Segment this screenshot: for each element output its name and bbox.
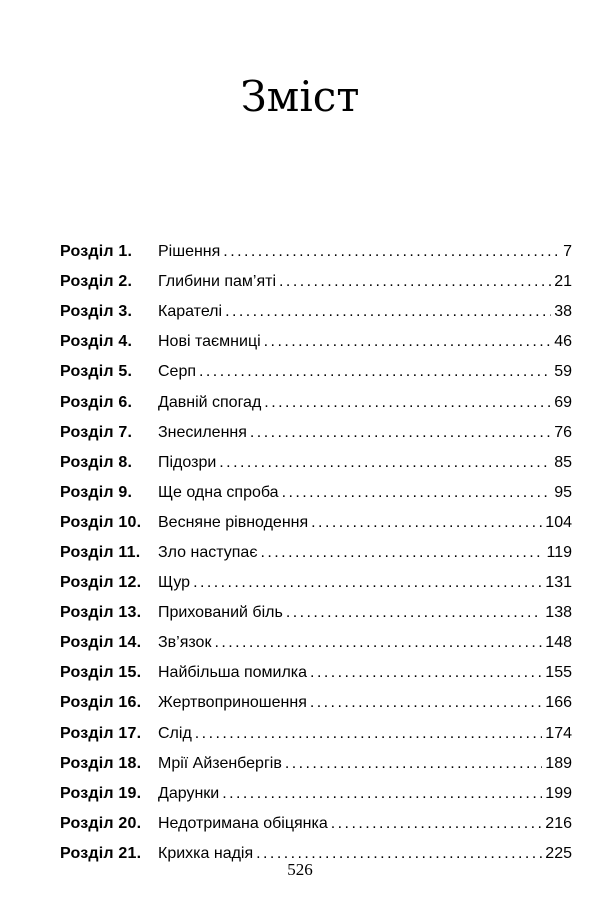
chapter-label: Розділ 7. — [60, 423, 133, 441]
toc-row — [60, 719, 572, 749]
dot-leader — [279, 273, 551, 291]
chapter-page-number: 189 — [545, 754, 572, 772]
toc-row — [60, 478, 572, 508]
toc-row — [60, 297, 572, 327]
chapter-title: Серп — [158, 363, 197, 381]
toc-row — [60, 779, 572, 809]
chapter-title: Слід — [158, 724, 192, 742]
dot-leader — [225, 303, 551, 321]
chapter-page-number: 225 — [545, 844, 572, 862]
chapter-page-number: 155 — [545, 664, 572, 682]
chapter-page-number: 199 — [545, 784, 572, 802]
page-title: Зміст — [240, 72, 360, 121]
chapter-label: Розділ 2. — [60, 273, 133, 291]
toc-row — [60, 538, 572, 568]
chapter-title: Щур — [158, 574, 191, 592]
toc-row — [60, 688, 572, 718]
dot-leader — [264, 333, 552, 351]
toc-row — [60, 658, 572, 688]
chapter-label: Розділ 10. — [60, 513, 142, 531]
chapter-title: Дарунки — [158, 784, 220, 802]
chapter-title: Жертвоприношення — [158, 694, 307, 712]
chapter-title: Мрії Айзенбергів — [158, 754, 282, 772]
chapter-page-number: 119 — [546, 543, 572, 561]
dot-leader — [250, 424, 551, 442]
dot-leader — [286, 604, 542, 622]
chapter-page-number: 95 — [554, 483, 572, 501]
chapter-title: Карателі — [158, 303, 223, 321]
dot-leader — [310, 664, 542, 682]
chapter-label: Розділ 5. — [60, 363, 133, 381]
toc-row — [60, 267, 572, 297]
chapter-page-number: 131 — [545, 574, 572, 592]
chapter-title: Прихований біль — [158, 604, 283, 622]
dot-leader — [331, 815, 543, 833]
chapter-label: Розділ 18. — [60, 754, 142, 772]
chapter-page-number: 7 — [563, 243, 572, 261]
dot-leader — [199, 363, 551, 381]
dot-leader — [311, 514, 542, 532]
chapter-title: Рішення — [158, 243, 221, 261]
dot-leader — [214, 634, 542, 652]
chapter-label: Розділ 20. — [60, 814, 142, 832]
chapter-title: Ще одна спроба — [158, 483, 279, 501]
chapter-page-number: 138 — [545, 604, 572, 622]
chapter-title: Глибини пам’яті — [158, 273, 277, 291]
toc-row — [60, 387, 572, 417]
toc-row — [60, 357, 572, 387]
chapter-label: Розділ 12. — [60, 574, 142, 592]
toc-row — [60, 418, 572, 448]
chapter-page-number: 46 — [554, 333, 572, 351]
chapter-page-number: 216 — [545, 814, 572, 832]
chapter-title: Нові таємниці — [158, 333, 261, 351]
toc-row — [60, 568, 572, 598]
chapter-label: Розділ 14. — [60, 634, 142, 652]
chapter-title: Зв’язок — [158, 634, 212, 652]
toc-row — [60, 237, 572, 267]
chapter-title: Давній спогад — [158, 393, 262, 411]
chapter-page-number: 104 — [545, 513, 572, 531]
chapter-label: Розділ 1. — [60, 243, 133, 261]
toc-row — [60, 327, 572, 357]
chapter-title: Весняне рівнодення — [158, 513, 309, 531]
chapter-label: Розділ 11. — [60, 543, 141, 561]
chapter-title: Знесилення — [158, 423, 247, 441]
chapter-page-number: 148 — [545, 634, 572, 652]
chapter-label: Розділ 13. — [60, 604, 142, 622]
dot-leader — [195, 725, 543, 743]
chapter-title: Недотримана обіцянка — [158, 814, 328, 832]
chapter-title: Найбільша помилка — [158, 664, 308, 682]
dot-leader — [193, 574, 542, 592]
chapter-label: Розділ 19. — [60, 784, 142, 802]
dot-leader — [285, 755, 542, 773]
dot-leader — [219, 454, 551, 472]
chapter-label: Розділ 9. — [60, 483, 133, 501]
chapter-page-number: 174 — [545, 724, 572, 742]
dot-leader — [222, 785, 542, 803]
chapter-label: Розділ 4. — [60, 333, 133, 351]
chapter-page-number: 85 — [554, 453, 572, 471]
chapter-label: Розділ 21. — [60, 844, 142, 862]
toc-row — [60, 749, 572, 779]
page-number: 526 — [287, 860, 313, 879]
dot-leader — [264, 394, 551, 412]
toc-row — [60, 448, 572, 478]
chapter-page-number: 38 — [554, 303, 572, 321]
dot-leader — [310, 694, 542, 712]
toc-row — [60, 508, 572, 538]
chapter-label: Розділ 16. — [60, 694, 142, 712]
chapter-label: Розділ 8. — [60, 453, 133, 471]
toc-row — [60, 628, 572, 658]
chapter-title: Зло наступає — [158, 543, 258, 561]
chapter-page-number: 166 — [545, 694, 572, 712]
table-of-contents — [60, 237, 572, 869]
chapter-label: Розділ 6. — [60, 393, 133, 411]
chapter-title: Підозри — [158, 453, 217, 471]
chapter-page-number: 76 — [554, 423, 572, 441]
chapter-label: Розділ 3. — [60, 303, 133, 321]
dot-leader — [282, 484, 552, 502]
dot-leader — [261, 544, 544, 562]
dot-leader — [223, 243, 560, 261]
chapter-title: Крихка надія — [158, 844, 254, 862]
chapter-label: Розділ 17. — [60, 724, 142, 742]
toc-row — [60, 598, 572, 628]
chapter-label: Розділ 15. — [60, 664, 142, 682]
chapter-page-number: 59 — [554, 363, 572, 381]
chapter-page-number: 69 — [554, 393, 572, 411]
chapter-page-number: 21 — [554, 273, 572, 291]
toc-row — [60, 809, 572, 839]
